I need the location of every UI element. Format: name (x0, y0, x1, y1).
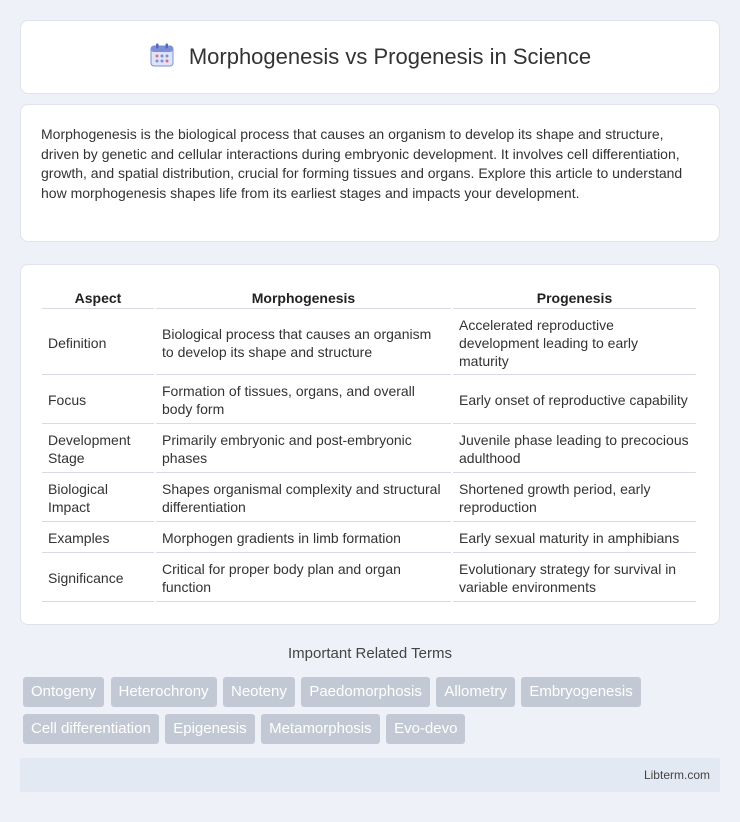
cell-aspect: Focus (42, 377, 154, 424)
cell-morphogenesis: Morphogen gradients in limb formation (156, 524, 451, 553)
table-row (42, 524, 696, 553)
calendar-icon (149, 42, 175, 73)
tag-evo-devo[interactable]: Evo-devo (386, 714, 465, 744)
header-card (20, 20, 720, 94)
cell-aspect: Examples (42, 524, 154, 553)
cell-aspect: Biological Impact (42, 475, 154, 522)
cell-morphogenesis: Shapes organismal complexity and structural differentiation (156, 475, 451, 522)
tag-allometry[interactable]: Allometry (436, 677, 515, 707)
tag-epigenesis[interactable]: Epigenesis (165, 714, 254, 744)
table-row (42, 311, 696, 375)
table-row (42, 426, 696, 473)
page-title: Morphogenesis vs Progenesis in Science (188, 44, 592, 69)
table-row (42, 377, 696, 424)
related-terms-title: Important Related Terms (288, 645, 452, 662)
table-row (42, 555, 696, 602)
comparison-table (40, 285, 698, 604)
tag-ontogeny[interactable]: Ontogeny (23, 677, 104, 707)
cell-aspect: Development Stage (42, 426, 154, 473)
cell-progenesis: Juvenile phase leading to precocious adulthood (453, 426, 696, 473)
tag-embryogenesis[interactable]: Embryogenesis (521, 677, 640, 707)
header-progenesis: Progenesis (453, 287, 696, 309)
header-morphogenesis: Morphogenesis (156, 287, 451, 309)
tag-heterochrony[interactable]: Heterochrony (111, 677, 217, 707)
tag-paedomorphosis[interactable]: Paedomorphosis (301, 677, 430, 707)
tag-metamorphosis[interactable]: Metamorphosis (261, 714, 380, 744)
tag-cell-differentiation[interactable]: Cell differentiation (23, 714, 159, 744)
table-header-row (42, 287, 696, 309)
cell-progenesis: Accelerated reproductive development leading to early maturity (453, 311, 696, 375)
title-wrap (149, 42, 591, 73)
intro-card (20, 104, 720, 242)
header-aspect: Aspect (42, 287, 154, 309)
cell-progenesis: Early sexual maturity in amphibians (453, 524, 696, 553)
cell-morphogenesis: Biological process that causes an organism to develop its shape and structure (156, 311, 451, 375)
related-terms-list (23, 677, 723, 751)
cell-morphogenesis: Primarily embryonic and post-embryonic phases (156, 426, 451, 473)
table-card (20, 264, 720, 625)
cell-progenesis: Shortened growth period, early reproduction (453, 475, 696, 522)
cell-morphogenesis: Critical for proper body plan and organ function (156, 555, 451, 602)
table-row (42, 475, 696, 522)
intro-text: Morphogenesis is the biological process that causes an organism to develop its shape and structure, driven by genetic and cellular interactions during embryonic development. It involves cell differentiation, growth, and spatial distribution, crucial for forming tissues and organs. Explore this article to understand how morphogenesis shapes life from its earliest stages and impacts your development. (41, 126, 683, 201)
cell-morphogenesis: Formation of tissues, organs, and overall body form (156, 377, 451, 424)
cell-aspect: Significance (42, 555, 154, 602)
footer (20, 758, 720, 792)
footer-link[interactable]: Libterm.com (643, 768, 710, 782)
cell-progenesis: Evolutionary strategy for survival in variable environments (453, 555, 696, 602)
cell-progenesis: Early onset of reproductive capability (453, 377, 696, 424)
tag-neoteny[interactable]: Neoteny (223, 677, 295, 707)
cell-aspect: Definition (42, 311, 154, 375)
